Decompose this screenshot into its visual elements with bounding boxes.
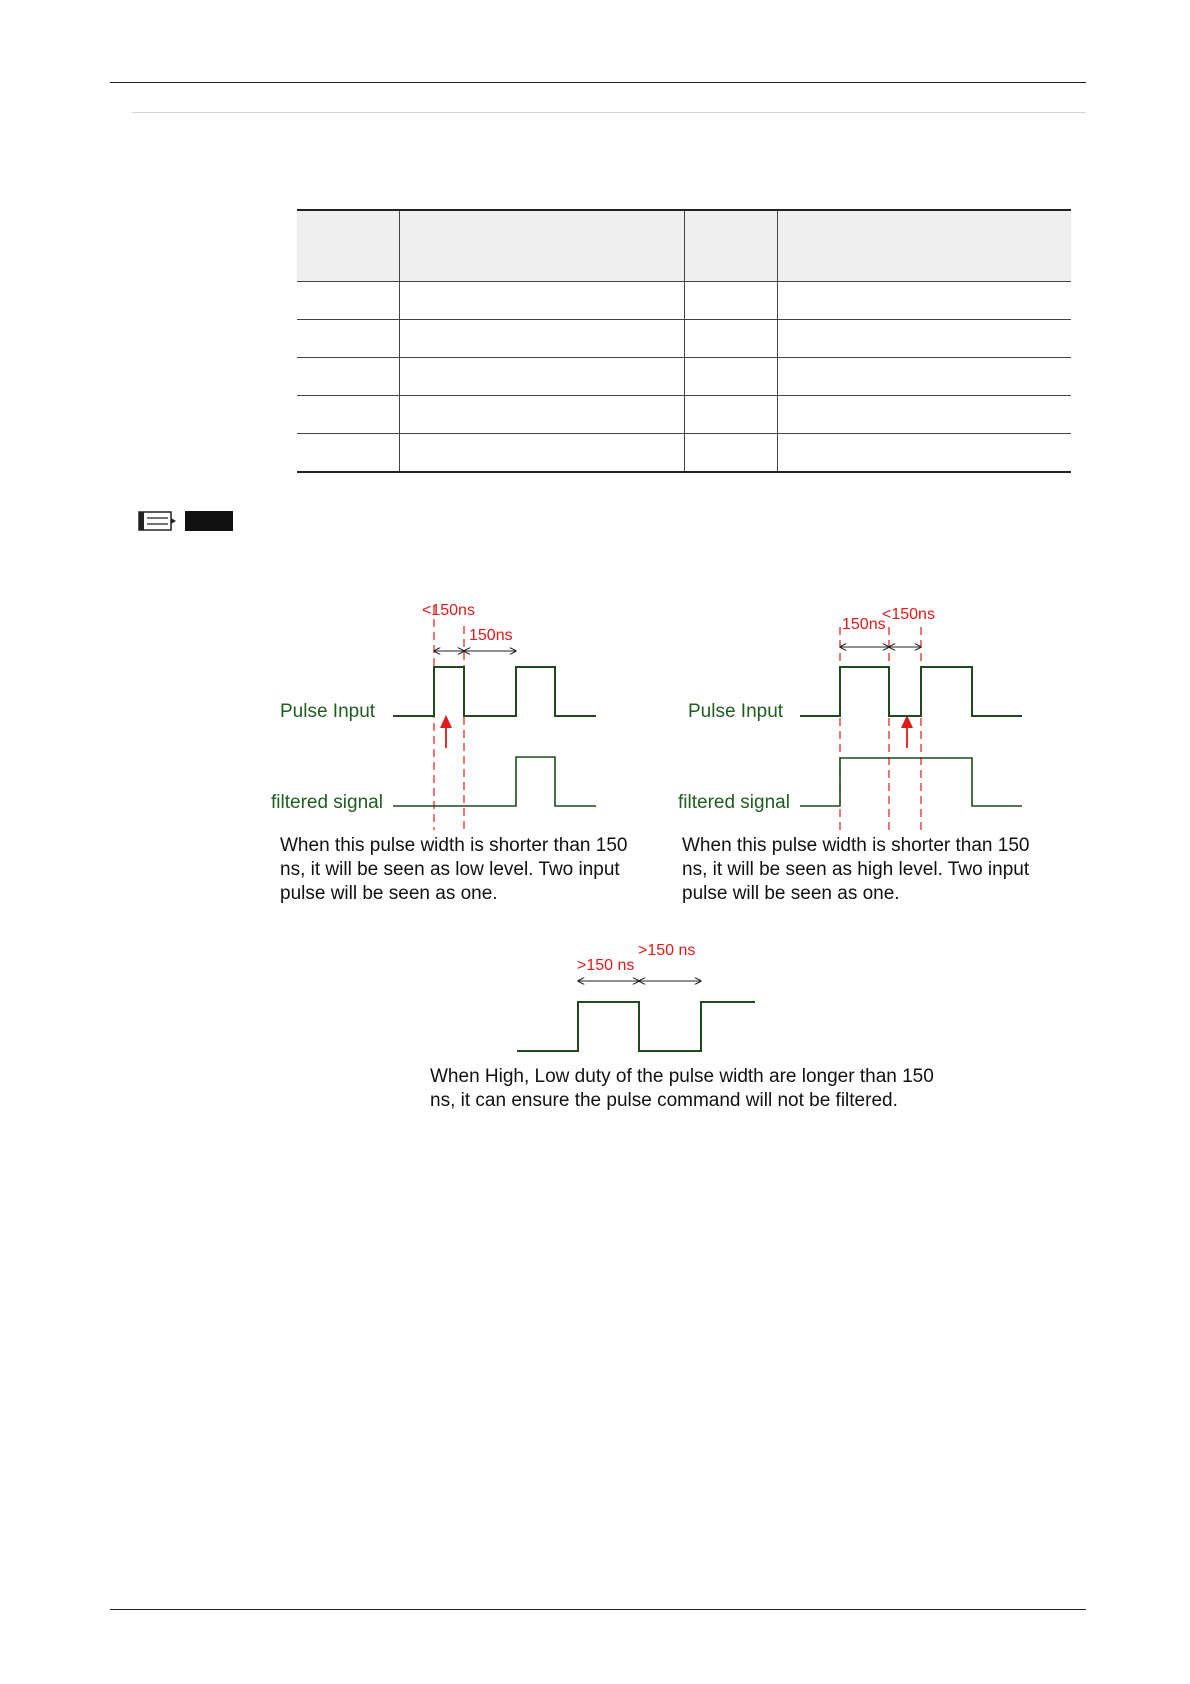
right-timing-diagram (678, 606, 1030, 904)
filtered-signal-label: filtered signal (678, 792, 790, 813)
caption-line: When this pulse width is shorter than 150 (682, 835, 1030, 856)
caption-line: ns, it can ensure the pulse command will not be filtered. (430, 1090, 898, 1111)
caption-line: ns, it will be seen as high level. Two input (682, 859, 1030, 880)
dim-label-lt150: <150ns (882, 606, 935, 623)
footer-rule (110, 1609, 1086, 1610)
caption-line: When this pulse width is shorter than 150 (280, 835, 628, 856)
dim-label-150: 150ns (842, 616, 886, 633)
pulse-input-waveform (800, 667, 1022, 716)
pulse-input-label: Pulse Input (688, 701, 784, 722)
dim-label-a: >150 ns (638, 942, 696, 959)
caption-line: pulse will be seen as one. (682, 883, 900, 904)
edge-marker-arrowhead (440, 715, 452, 728)
pulse-input-label: Pulse Input (280, 701, 376, 722)
filtered-signal-waveform (393, 757, 596, 806)
pulse-input-waveform (393, 667, 596, 716)
caption-line: When High, Low duty of the pulse width are longer than 150 (430, 1066, 934, 1087)
dim-label-lt150: <150ns (422, 602, 475, 619)
filtered-signal-label: filtered signal (271, 792, 383, 813)
bottom-timing-diagram (430, 942, 934, 1111)
caption-line: pulse will be seen as one. (280, 883, 498, 904)
filtered-signal-waveform (800, 758, 1022, 806)
pulse-waveform (517, 1002, 755, 1051)
caption-line: ns, it will be seen as low level. Two input (280, 859, 620, 880)
dim-label-150: 150ns (469, 627, 513, 644)
dim-label-b: >150 ns (577, 957, 635, 974)
left-timing-diagram (271, 602, 627, 904)
